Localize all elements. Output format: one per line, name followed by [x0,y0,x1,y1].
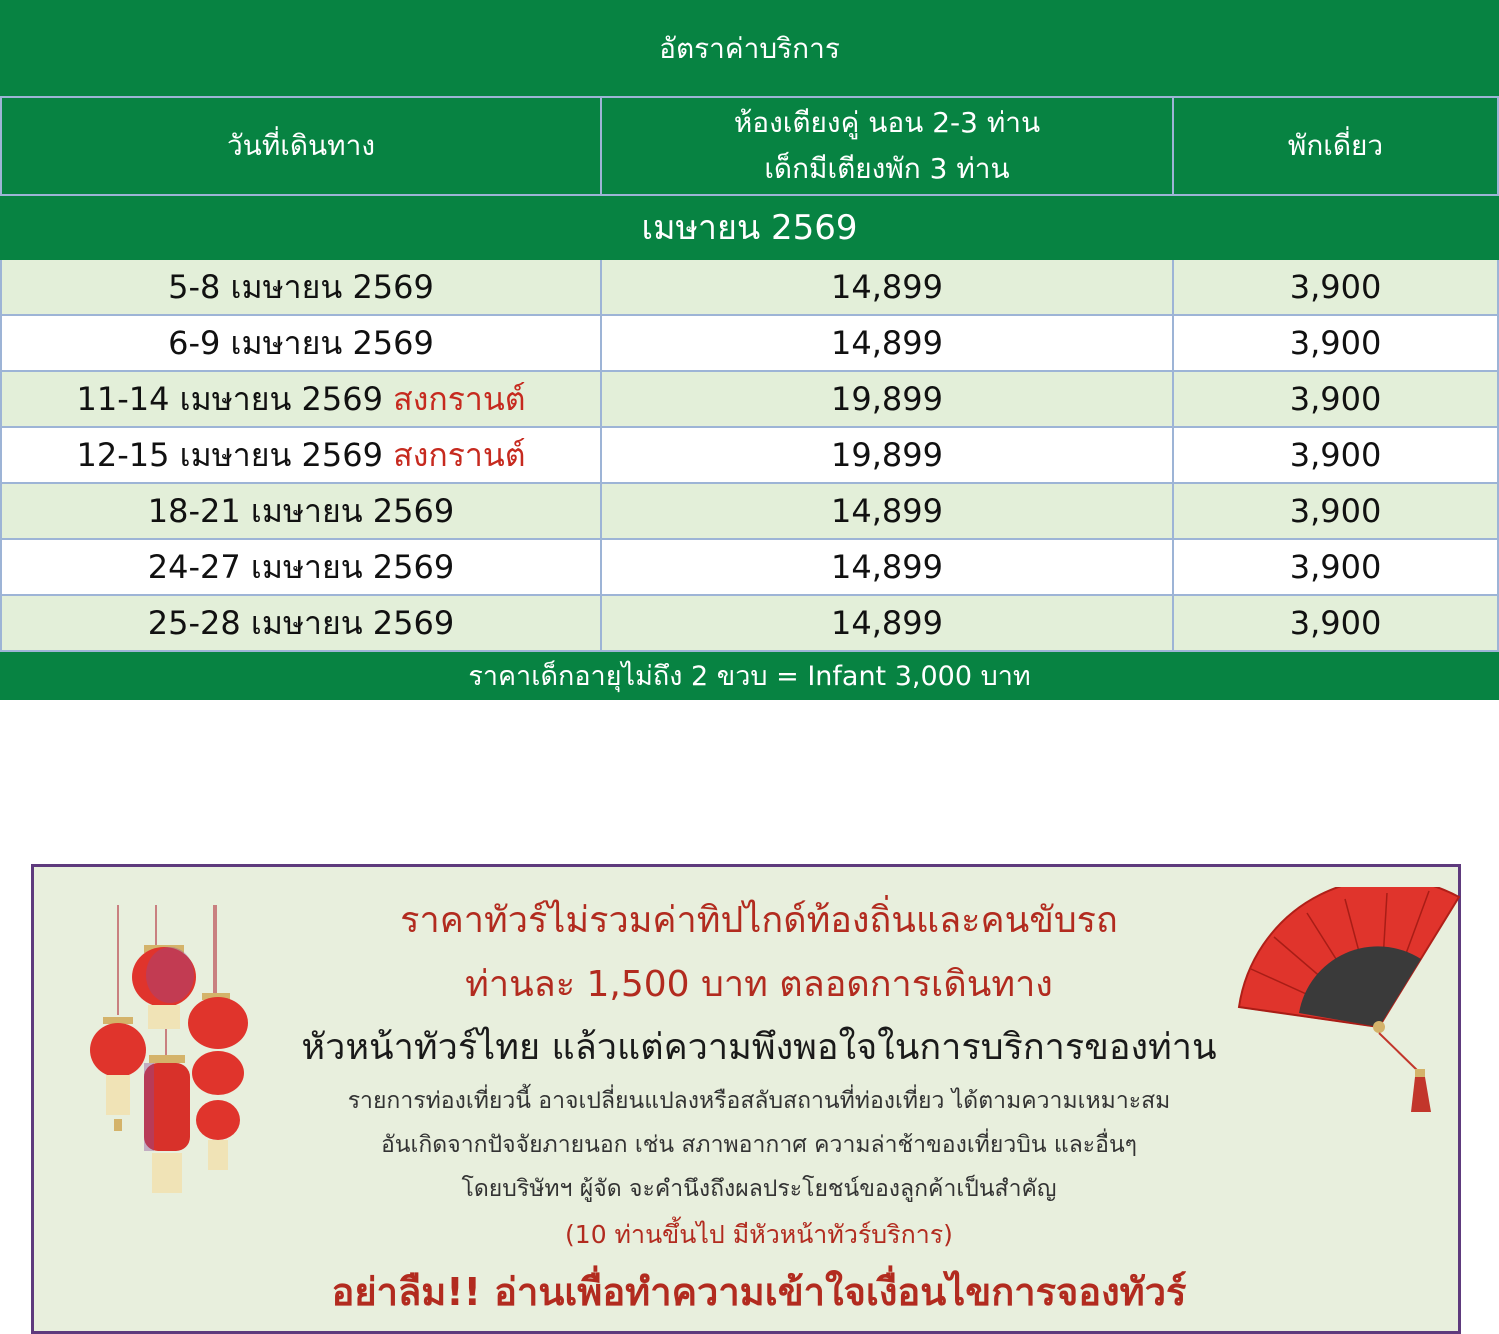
date-cell [1,539,601,595]
date-cell [1,259,601,315]
date-text: 12-15 เมษายน 2569 [76,435,383,474]
date-cell [1,427,601,483]
price-cell: 14,899 [601,259,1173,315]
notice-text [264,889,1254,1325]
table-row [1,427,1498,483]
notice-line-itinerary: รายการท่องเที่ยวนี้ อาจเปลี่ยนแปลงหรือสลับสถานที่ท่องเที่ยว ได้ตามความเหมาะสม [347,1088,1171,1114]
holiday-tag: สงกรานต์ [393,379,526,418]
holiday-tag: สงกรานต์ [393,435,526,474]
date-text: 5-8 เมษายน 2569 [168,267,434,306]
date-cell [1,315,601,371]
fan-icon [1229,887,1469,1117]
notice-line-factors: อันเกิดจากปัจจัยภายนอก เช่น สภาพอากาศ ความล่าช้าของเที่ยวบิน และอื่นๆ [380,1132,1138,1158]
table-row [1,315,1498,371]
table-title: อัตราค่าบริการ [1,1,1498,97]
notice-line-tip-amount: ท่านละ 1,500 บาท ตลอดการเดินทาง [465,964,1053,1005]
col-header-date: วันที่เดินทาง [1,97,601,195]
table-row [1,259,1498,315]
date-text: 24-27 เมษายน 2569 [147,547,455,586]
notice-line-conditions: อย่าลืม!! อ่านเพื่อทำความเข้าใจเงื่อนไขการจองทัวร์ [331,1270,1187,1314]
notice-line-tour-leader: หัวหน้าทัวร์ไทย แล้วแต่ความพึงพอใจในการบริการของท่าน [301,1027,1217,1068]
single-cell: 3,900 [1173,371,1498,427]
date-cell [1,371,601,427]
single-cell: 3,900 [1173,539,1498,595]
date-text: 6-9 เมษายน 2569 [168,323,434,362]
table-row [1,371,1498,427]
col-header-single: พักเดี่ยว [1173,97,1498,195]
month-header: เมษายน 2569 [1,195,1498,259]
single-cell: 3,900 [1173,595,1498,651]
single-cell: 3,900 [1173,483,1498,539]
price-cell: 14,899 [601,539,1173,595]
single-cell: 3,900 [1173,259,1498,315]
notice-line-company: โดยบริษัทฯ ผู้จัด จะคำนึงถึงผลประโยชน์ของลูกค้าเป็นสำคัญ [461,1176,1057,1202]
table-row [1,483,1498,539]
price-cell: 14,899 [601,483,1173,539]
table-row [1,539,1498,595]
notice-line-tip: ราคาทัวร์ไม่รวมค่าทิปไกด์ท้องถิ่นและคนขับรถ [400,900,1118,941]
infant-price-note: ราคาเด็กอายุไม่ถึง 2 ขวบ = Infant 3,000 บาท [1,651,1498,699]
date-text: 18-21 เมษายน 2569 [147,491,455,530]
date-text: 11-14 เมษายน 2569 [76,379,394,418]
col-header-twin [601,97,1173,195]
price-cell: 19,899 [601,427,1173,483]
date-text: 25-28 เมษายน 2569 [147,603,455,642]
price-cell: 14,899 [601,595,1173,651]
lanterns-icon [86,905,256,1205]
price-cell: 14,899 [601,315,1173,371]
price-cell: 19,899 [601,371,1173,427]
notice-box [31,864,1461,1334]
date-cell [1,595,601,651]
date-cell [1,483,601,539]
col-header-twin-line1: ห้องเตียงคู่ นอน 2-3 ท่าน [733,106,1041,139]
single-cell: 3,900 [1173,427,1498,483]
col-header-twin-line2: เด็กมีเตียงพัก 3 ท่าน [764,152,1010,185]
table-row [1,595,1498,651]
single-cell: 3,900 [1173,315,1498,371]
notice-line-group-size: (10 ท่านขึ้นไป มีหัวหน้าทัวร์บริการ) [565,1220,953,1249]
